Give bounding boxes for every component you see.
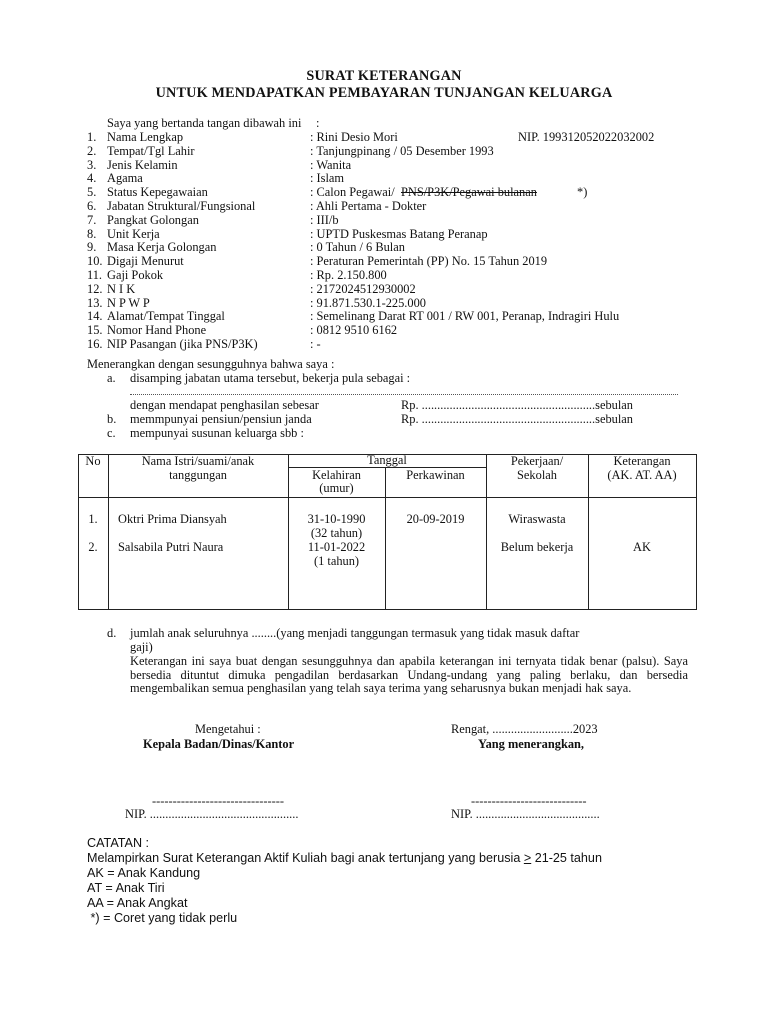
table-row-nama: Salsabila Putri Naura	[118, 540, 224, 554]
notes-heading: CATATAN :	[87, 836, 150, 850]
item-b-letter: b.	[107, 412, 117, 426]
notes-ak: AK = Anak Kandung	[87, 866, 201, 880]
signature-left-line: --------------------------------	[152, 794, 285, 808]
field-label: Masa Kerja Golongan	[107, 240, 217, 254]
field-value: : Calon Pegawai/	[310, 185, 395, 199]
field-number: 14.	[87, 309, 103, 323]
table-row-pekerjaan: Wiraswasta	[508, 512, 566, 526]
field-label: Jabatan Struktural/Fungsional	[107, 199, 256, 213]
table-row-umur: (1 tahun)	[313, 554, 360, 568]
field-label: Tempat/Tgl Lahir	[107, 144, 195, 158]
field-number: 11.	[87, 268, 103, 282]
field-value: : Islam	[310, 171, 345, 185]
notes-aa: AA = Anak Angkat	[87, 896, 188, 910]
field-number: 16.	[87, 337, 103, 351]
field-number: 5.	[87, 185, 97, 199]
table-col-line	[385, 467, 386, 610]
field-label: Nama Lengkap	[107, 130, 184, 144]
field-value: : 0 Tahun / 6 Bulan	[310, 240, 405, 254]
field-number: 6.	[87, 199, 97, 213]
header-tanggal: Tanggal	[367, 453, 407, 467]
field-number: 3.	[87, 158, 97, 172]
notes-section	[87, 836, 602, 926]
item-a-text: disamping jabatan utama tersebut, bekerja pula sebagai :	[130, 371, 411, 385]
field-value: : Ahli Pertama - Dokter	[310, 199, 427, 213]
item-a-letter: a.	[107, 371, 116, 385]
field-number: 15.	[87, 323, 103, 337]
field-label: Nomor Hand Phone	[107, 323, 207, 337]
item-b-text: memmpunyai pensiun/pensiun janda	[130, 412, 312, 426]
document-subtitle: UNTUK MENDAPATKAN PEMBAYARAN TUNJANGAN KELUARGA	[155, 85, 613, 101]
field-label: N I K	[107, 282, 136, 296]
pension-amount: Rp. ........................................................sebulan	[401, 412, 633, 426]
table-col-line	[696, 454, 697, 610]
field-number: 7.	[87, 213, 97, 227]
table-row-pekerjaan: Belum bekerja	[500, 540, 574, 554]
income-amount: Rp. ........................................................sebulan	[401, 398, 633, 412]
header-kelahiran: Kelahiran	[312, 468, 361, 482]
header-no: No	[85, 454, 101, 468]
header-keterangan: Keterangan	[613, 454, 671, 468]
notes-attachment-text: Melampirkan Surat Keterangan Aktif Kuliah bagi anak tertunjang yang berusia	[87, 851, 524, 865]
field-value: : 91.871.530.1-225.000	[310, 296, 426, 310]
document-title: SURAT KETERANGAN	[306, 68, 462, 84]
item-c-letter: c.	[107, 426, 116, 440]
field-label: Gaji Pokok	[107, 268, 164, 282]
field-label: Digaji Menurut	[107, 254, 184, 268]
signature-right-title: Yang menerangkan,	[478, 737, 585, 751]
dotted-fill-line	[130, 394, 678, 395]
signature-right-line: ----------------------------	[471, 794, 587, 808]
field-value: : 0812 9510 6162	[310, 323, 398, 337]
status-suffix: *)	[577, 185, 588, 199]
item-d-line2: gaji)	[130, 640, 153, 654]
header-umur: (umur)	[319, 481, 354, 495]
greater-equal-sign: >	[523, 851, 532, 865]
field-number: 8.	[87, 227, 97, 241]
field-number: 10.	[87, 254, 103, 268]
field-value: : 217202451293000​2	[310, 282, 416, 296]
field-value: : Rini Desio Mori	[310, 130, 398, 144]
nip-value: NIP. 199312052022032002	[518, 130, 655, 144]
header-perkawinan: Perkawinan	[406, 468, 465, 482]
header-pekerjaan: Pekerjaan/	[510, 454, 564, 468]
header-nama: Nama Istri/suami/anak	[141, 454, 255, 468]
notes-at: AT = Anak Tiri	[87, 881, 165, 895]
signature-left-label: Mengetahui :	[195, 722, 261, 736]
field-value: : III/b	[310, 213, 339, 227]
table-row-umur: (32 tahun)	[310, 526, 363, 540]
field-number: 2.	[87, 144, 97, 158]
table-row-no: 2.	[88, 540, 98, 554]
field-label: Unit Kerja	[107, 227, 160, 241]
header-nama-line2: tanggungan	[169, 468, 227, 482]
notes-attachment-age: 21-25 tahun	[531, 851, 602, 865]
field-number: 13.	[87, 296, 103, 310]
signature-place-date: Rengat, ..........................2023	[451, 722, 598, 736]
field-value: : Peraturan Pemerintah (PP) No. 15 Tahun 2019	[310, 254, 548, 268]
notes-coret: *) = Coret yang tidak perlu	[87, 911, 238, 925]
field-value: : UPTD Puskesmas Batang Peranap	[310, 227, 488, 241]
table-border-bottom	[78, 609, 696, 610]
notes-attachment	[87, 851, 602, 866]
table-col-line	[78, 454, 79, 610]
table-header-bottom	[78, 497, 696, 498]
field-label: Alamat/Tempat Tinggal	[107, 309, 225, 323]
declaration-text: Menerangkan dengan sesungguhnya bahwa saya :	[87, 357, 335, 371]
header-sekolah: Sekolah	[517, 468, 557, 482]
field-number: 9.	[87, 240, 97, 254]
field-value: : Semelinang Darat RT 001 / RW 001, Peranap, Indragiri Hulu	[310, 309, 620, 323]
field-label: Jenis Kelamin	[107, 158, 178, 172]
item-c-text: mempunyai susunan keluarga sbb :	[130, 426, 304, 440]
field-label: Pangkat Golongan	[107, 213, 199, 227]
table-row-nama: Oktri Prima Diansyah	[118, 512, 227, 526]
table-row-no: 1.	[88, 512, 98, 526]
statement-paragraph: Keterangan ini saya buat dengan sesungguhnya dan apabila keterangan ini ternyata tidak benar (palsu). Saya bersedia dituntut dimuka pengadilan berdasarkan Undang-undang yang paling berlaku, dan bersedia mengembalikan semua penghasilan yang telah saya terima yang seharusnya bukan menjadi hak saya.	[130, 654, 688, 696]
intro-text: Saya yang bertanda tangan dibawah ini	[107, 116, 302, 130]
item-d-letter: d.	[107, 626, 117, 640]
header-keterangan-code: (AK. AT. AA)	[607, 468, 677, 482]
signature-left-nip: NIP. ................................................	[125, 807, 299, 821]
field-value: : -	[310, 337, 321, 351]
table-row-ket: AK	[633, 540, 651, 554]
field-number: 4.	[87, 171, 97, 185]
field-number: 1.	[87, 130, 97, 144]
table-row-kawin: 20-09-2019	[406, 512, 465, 526]
field-value: : Tanjungpinang / 05 Desember 1993	[310, 144, 494, 158]
item-d-line1: jumlah anak seluruhnya ........(yang menjadi tanggungan termasuk yang tidak masuk daftar	[130, 626, 580, 640]
field-label: N P W P	[107, 296, 150, 310]
status-struck-options: PNS/P3K/Pegawai bulanan	[401, 185, 537, 199]
field-label: Agama	[107, 171, 143, 185]
field-value: : Wanita	[310, 158, 352, 172]
field-value: : Rp. 2.150.800	[310, 268, 387, 282]
intro-colon: :	[316, 116, 320, 130]
table-row-lahir: 11-01-2022	[307, 540, 366, 554]
field-number: 12.	[87, 282, 103, 296]
field-label: Status Kepegawaian	[107, 185, 208, 199]
signature-right-nip: NIP. ........................................	[451, 807, 600, 821]
field-label: NIP Pasangan (jika PNS/P3K)	[107, 337, 258, 351]
income-label: dengan mendapat penghasilan sebesar	[130, 398, 319, 412]
table-row-lahir: 31-10-1990	[307, 512, 366, 526]
signature-left-title: Kepala Badan/Dinas/Kantor	[143, 737, 295, 751]
